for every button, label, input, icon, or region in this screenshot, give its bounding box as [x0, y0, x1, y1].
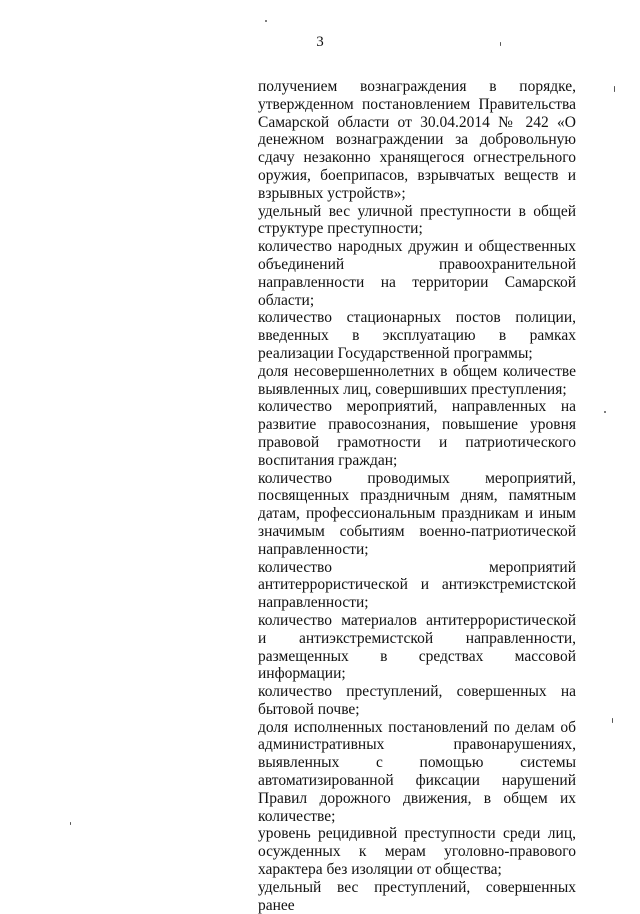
- paragraph-reward: получением вознаграждения в порядке, утвержденном постановлением Правительства Самарской области от 30.04.2014 № 242 «О денежном вознаграждении за добровольную сдачу незаконно хранящегося огнестрельного оружия, боеприпасов, взрывчатых веществ и взрывных устройств»;: [258, 78, 576, 202]
- paragraph-traffic-violations: доля исполненных постановлений по делам об административных правонарушениях, выявленных с помощью системы автоматизированной фиксации нарушений Правил дорожного движения, в общем их количестве;: [258, 718, 576, 825]
- scan-speck: [612, 718, 613, 723]
- scan-speck: [265, 20, 267, 22]
- paragraph-police-posts: количество стационарных постов полиции, введенных в эксплуатацию в рамках реализации Государственной программы;: [258, 309, 576, 362]
- paragraph-prior-offenders: удельный вес преступлений, совершенных ранее: [258, 878, 576, 914]
- paragraph-recidivism: уровень рецидивной преступности среди лиц, осужденных к мерам уголовно-правового характера без изоляции от общества;: [258, 825, 576, 879]
- page-number: 3: [316, 34, 324, 50]
- scan-speck: [614, 86, 615, 92]
- paragraph-street-crime: удельный вес уличной преступности в общей структуре преступности;: [258, 202, 576, 238]
- paragraph-antiterror-media: количество материалов антитеррористической и антиэкстремистской направленности, размещенных в средствах массовой информации;: [258, 611, 576, 683]
- document-body: [258, 78, 576, 914]
- paragraph-antiterror-events: количество мероприятий антитеррористической и антиэкстремистской направленности;: [258, 558, 576, 612]
- paragraph-holiday-events: количество проводимых мероприятий, посвященных праздничным дням, памятным датам, профессиональным праздникам и иным значимым событиям военно-патриотической направленности;: [258, 469, 576, 558]
- paragraph-domestic-crime: количество преступлений, совершенных на бытовой почве;: [258, 683, 576, 718]
- paragraph-legal-awareness: количество мероприятий, направленных на развитие правосознания, повышение уровня правовой грамотности и патриотического воспитания граждан;: [258, 398, 576, 469]
- scan-speck: [604, 411, 606, 413]
- paragraph-people-squads: количество народных дружин и общественных объединений правоохранительной направленности на территории Самарской области;: [258, 238, 576, 309]
- scan-speck: [70, 822, 71, 825]
- paragraph-minors-share: доля несовершеннолетних в общем количестве выявленных лиц, совершивших преступления;: [258, 362, 576, 398]
